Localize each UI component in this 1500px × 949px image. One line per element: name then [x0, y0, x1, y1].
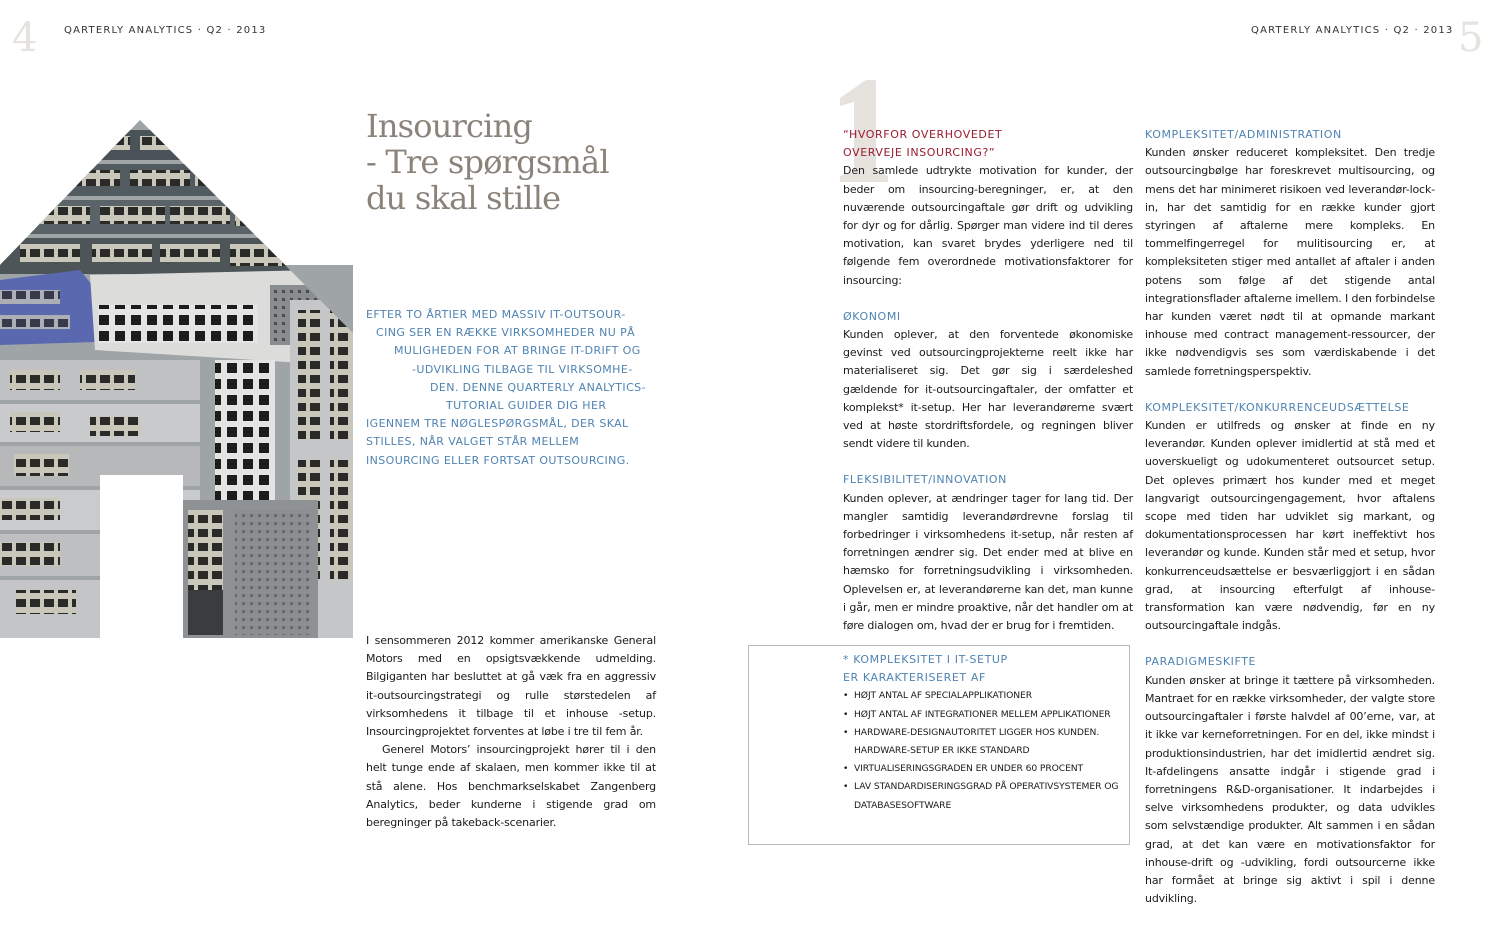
lead-line: CING SER EN RÆKKE VIRKSOMHEDER NU PÅ — [376, 326, 636, 340]
switch-stack-metal — [183, 500, 318, 640]
box-heading-line: * KOMPLEKSITET I IT-SETUP — [843, 653, 1008, 666]
lead-line: DEN. DENNE QUARTERLY ANALYTICS- — [430, 380, 646, 394]
section-paradigmeskifte — [1145, 653, 1435, 908]
switch-stack-roof — [0, 130, 330, 274]
box-list-item: • HØJT ANTAL AF INTEGRATIONER MELLEM APPLIKATIONER — [843, 706, 1127, 724]
lead-line: -UDVIKLING TILBAGE TIL VIRKSOMHE- — [412, 362, 633, 376]
section-kompleksitet-konkurrence — [1145, 399, 1435, 636]
column-right — [1145, 126, 1435, 908]
question-intro: Den samlede udtrykte motivation for kunder, der beder om insourcing-beregninger, er, at den nuværende outsourcingaftale gør drift og udvikling for dyr og for dårlig. Spørger man videre ind til deres motivation, kan svaret brydes yderligere ned til følgende fem overordnede motivationsfaktorer for insourcing: — [843, 164, 1133, 287]
box-list-item: • HARDWARE-DESIGNAUTORITET LIGGER HOS KUNDEN. HARDWARE-SETUP ER IKKE STANDARD — [843, 724, 1127, 760]
section-text: Kunden er utilfreds og ønsker at finde en ny leverandør. Kunden oplever imidlertid at stå med et uoverskueligt og udokumenteret outsourcet setup. Det opleves primært hos kunder med et meget langvarigt outsourcingengagement, hvor aftalens scope med tiden har udviklet sig markant, og dokumentationsprocessen har kørt ineffektivt hos leverandør og kunde. Kunden står med et setup, hvor konkurrenceudsættelse er besværliggjort i en sådan grad, at insourcing efterfulgt af inhouse-transformation kan være nødvendig, før en ny outsourcingaftale indgås. — [1145, 419, 1435, 633]
section-okonomi — [843, 308, 1133, 454]
title-line: - Tre spørgsmål — [366, 143, 609, 181]
box-list-item: • HØJT ANTAL AF SPECIALAPPLIKATIONER — [843, 687, 1127, 705]
running-head-left: QARTERLY ANALYTICS · Q2 · 2013 — [64, 25, 267, 36]
section-heading: PARADIGMESKIFTE — [1145, 655, 1257, 669]
section-heading: FLEKSIBILITET/INNOVATION — [843, 473, 1008, 487]
box-list-item: • LAV STANDARDISERINGSGRAD PÅ OPERATIVSYSTEMER OG DATABASESOFTWARE — [843, 778, 1127, 814]
column-middle — [843, 126, 1133, 635]
intro-text — [366, 632, 656, 832]
question-heading — [843, 126, 1133, 162]
box-heading-line: ER KARAKTERISERET AF — [843, 671, 986, 685]
section-fleksibilitet — [843, 471, 1133, 635]
page-number-left: 4 — [12, 15, 38, 61]
lead-line: MULIGHEDEN FOR AT BRINGE IT-DRIFT OG — [394, 344, 641, 358]
section-text: Kunden oplever, at ændringer tager for lang tid. Der mangler samtidig leverandørdrevne forslag til forbedringer i virksomhedens it-setup, når resten af forretningen ændrer sig. Det ender med at blive en hæmsko for forretningsudvikling i virksomheden. Oplevelsen er, at leverandørerne kan det, man kunne i går, men er mindre proaktive, når det handler om at føre dialogen om, hvad der er brug for i fremtiden. — [843, 491, 1133, 633]
complexity-sidebar-box — [748, 645, 1130, 845]
lead-paragraph — [366, 306, 666, 470]
intro-paragraph: Generel Motors’ insourcingprojekt hører til i den helt tunge ende af skalaen, men kommer ikke til at stå alene. Hos benchmarkselskabet Zangenberg Analytics, beder kunderne i stigende grad om beregninger på takeback-scenarier. — [366, 743, 656, 830]
lead-line: TUTORIAL GUIDER DIG HER — [446, 399, 607, 413]
question-line: “HVORFOR OVERHOVEDET — [843, 128, 1003, 141]
title-line: du skal stille — [366, 179, 561, 217]
box-heading — [843, 651, 1127, 687]
section-heading: KOMPLEKSITET/ADMINISTRATION — [1145, 128, 1342, 141]
section-text: Kunden ønsker at bringe it tættere på virksomheden. Mantraet for en række virksomheder, der valgte store outsourcingaftaler i første halvdel af 00’erne, var, at it ikke var kerneforretningen. For en del, ikke mindst i produktionsindustrien, har det imidlertid ændret sig. It-afdelingens ansatte indgår i stigende grad i forretningens R&D-organisationer. It indarbejdes i selve virksomhedens produkter, og data udvikles som selvstændige produkter. Alt sammen i en sådan grad, at det kan være en motivationsfaktor for inhouse-drift og -udvikling, fordi outsourcerne ikke har formået at bringe sig aktivt i spil i denne udvikling. — [1145, 673, 1435, 906]
question-line: OVERVEJE INSOURCING?” — [843, 146, 996, 160]
box-list-item: • VIRTUALISERINGSGRADEN ER UNDER 60 PROCENT — [843, 760, 1127, 778]
lead-line: INSOURCING ELLER FORTSAT OUTSOURCING. — [366, 453, 630, 467]
section-heading: ØKONOMI — [843, 309, 901, 323]
intro-paragraph: I sensommeren 2012 kommer amerikanske General Motors med en opsigtsvækkende udmelding. Bilgiganten har besluttet at gå væk fra en aggressiv it-outsourcingstrategi og rulle størstedelen af virksomhedens it tilbage til et inhouse -setup. Insourcingprojektet forventes at løbe i tre til fem år. — [366, 634, 656, 739]
title-line: Insourcing — [366, 107, 533, 145]
lead-line: IGENNEM TRE NØGLESPØRGSMÅL, DER SKAL — [366, 417, 629, 431]
blue-switch — [0, 270, 100, 345]
page-number-right: 5 — [1458, 15, 1484, 61]
lead-line: EFTER TO ÅRTIER MED MASSIV IT-OUTSOUR- — [366, 308, 626, 321]
box-list — [843, 687, 1127, 814]
lead-line: STILLES, NÅR VALGET STÅR MELLEM — [366, 435, 580, 449]
section-text: Kunden oplever, at den forventede økonomiske gevinst ved outsourcingprojekterne reelt ikke har materialiseret sig. Det gør sig i særdeleshed gældende for it-outsourcingaftaler, der omfatter et komplekst* it-setup. Her har leverandørerne svært ved at høste stordriftsfordele, og regningen bliver sendt videre til kunden. — [843, 328, 1133, 451]
running-head-right: QARTERLY ANALYTICS · Q2 · 2013 — [1251, 25, 1454, 36]
section-text: Kunden ønsker reduceret kompleksitet. Den tredje outsourcingbølge har foreskrevet multisourcing, og mens det har minimeret risikoen ved leverandør-lock-in, har det samtidig for en række kunder gjort styringen af aftalerne mere kompleks. En tommelfingerregel for mulitisourcing er, at kompleksiteten stiger med antallet af aftaler i anden potens som følge af det stigende antal integrationsflader aftalerne imellem. I den forbindelse har kunden været nødt til at opmande markant inhouse med contract management-ressourcer, der ikke nødvendigvis ses som værdiskabende i det samlede forretningsperspektiv. — [1145, 146, 1435, 378]
section-kompleksitet-administration — [1145, 126, 1435, 381]
section-heading: KOMPLEKSITET/KONKURRENCEUDSÆTTELSE — [1145, 400, 1410, 414]
article-title — [366, 108, 609, 216]
